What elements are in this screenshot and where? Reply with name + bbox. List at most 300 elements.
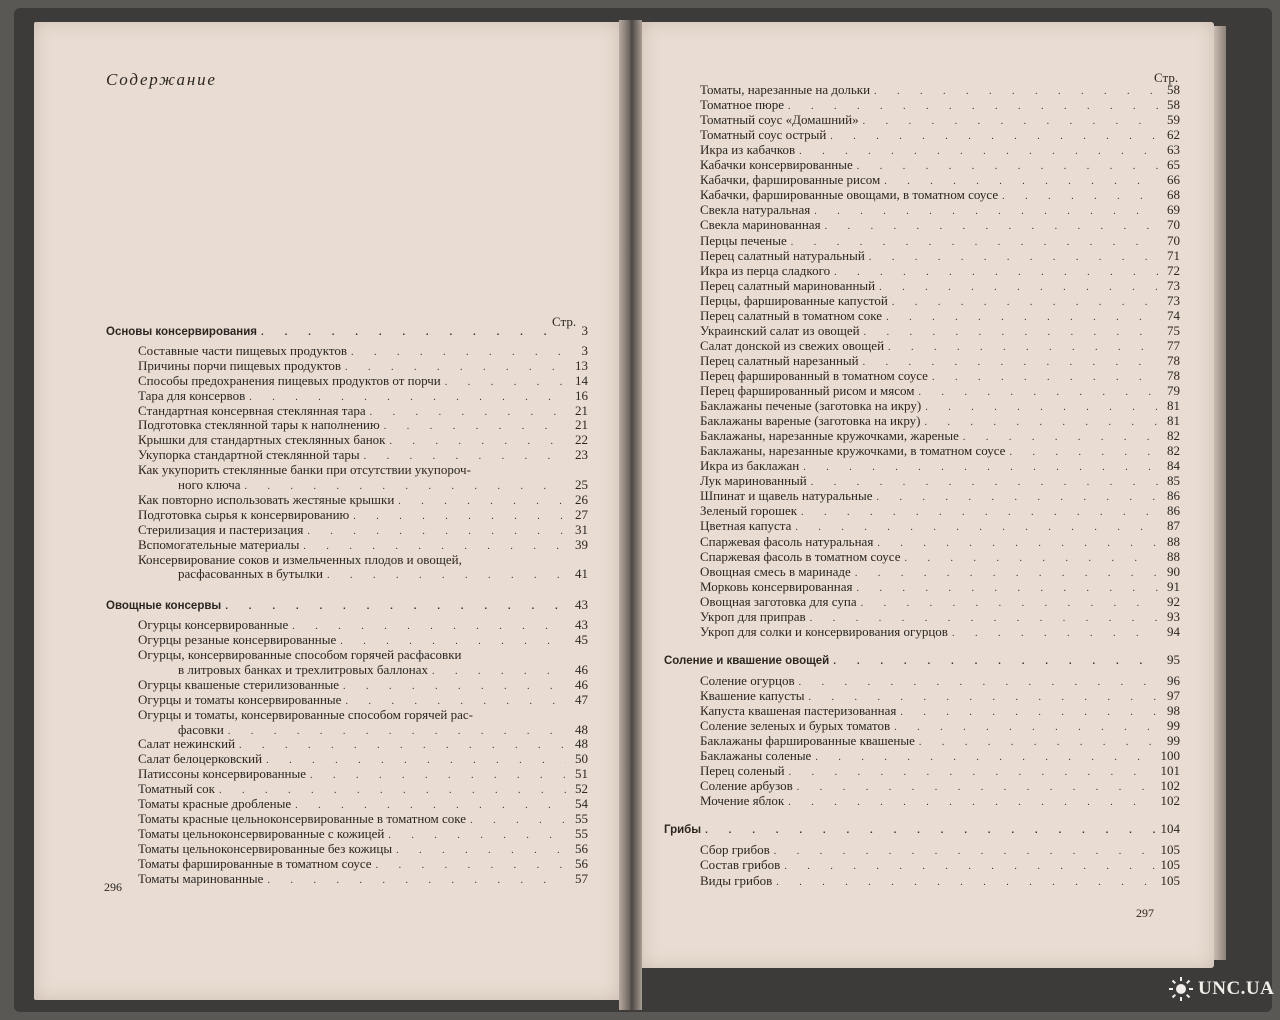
dot-leader [705,824,1156,838]
toc-entry [700,459,1180,474]
toc-entry-title: Огурцы резаные консервированные [138,632,337,648]
toc-page-number: 105 [1160,872,1180,888]
toc-entry-title: Спаржевая фасоль натуральная [700,533,874,549]
toc-entry [700,749,1180,764]
toc-entry [138,797,588,812]
dot-leader [825,220,1158,234]
toc-entry [700,354,1180,369]
toc-entry [700,843,1180,858]
toc-entry [700,874,1180,889]
dot-leader [879,281,1158,295]
dot-leader [925,416,1159,430]
toc-page-number: 50 [575,751,588,767]
toc-entry-title: Консервирование соков и измельченных плодов и овощей, [138,551,462,567]
toc-page-number: 95 [1167,651,1180,667]
toc-entry-title: Томатный соус острый [700,127,827,143]
toc-entry [138,404,588,419]
toc-page-number: 56 [575,855,588,871]
toc-page-number: 81 [1167,398,1180,414]
toc-entry [178,567,588,582]
toc-page-number: 3 [581,342,588,358]
toc-entry-title: Томаты цельноконсервированные с кожицей [138,825,385,841]
dot-leader [864,326,1158,340]
toc-page-number: 22 [575,432,588,448]
dot-leader [855,567,1158,581]
dot-leader [390,435,566,449]
dot-leader [239,739,566,753]
toc-entry-title: Мочение яблок [700,793,785,809]
toc-page-number: 74 [1167,307,1180,323]
dot-leader [869,251,1158,265]
toc-entry-title: Стерилизация и пастеризация [138,521,304,537]
dot-leader [353,510,566,524]
toc-entry-title: Икра из баклажан [700,458,800,474]
toc-page-number: 41 [575,566,588,582]
toc-page-number: 43 [575,597,588,613]
dot-leader [388,829,566,843]
toc-page-number: 63 [1167,142,1180,158]
dot-leader [904,552,1158,566]
toc-entry-title: Соление арбузов [700,778,793,794]
toc-entry-title: Баклажаны, нарезанные кружочками, жареные [700,428,959,444]
toc-entry [700,444,1180,459]
toc-entry-title: Зеленый горошек [700,503,798,519]
toc-entry [138,508,588,523]
toc-entry-title: Спаржевая фасоль в томатном соусе [700,548,901,564]
toc-page-number: 97 [1167,687,1180,703]
toc-entry [138,359,588,374]
toc-page-number: 96 [1167,672,1180,688]
toc-page-number: 14 [575,372,588,388]
toc-entry-title: Томатный сок [138,781,215,797]
toc-page-number: 70 [1167,232,1180,248]
toc-page-number: 100 [1160,748,1180,764]
toc-section [106,598,588,613]
toc-entry [700,414,1180,429]
dot-leader [398,495,566,509]
toc-page-number: 79 [1167,383,1180,398]
dot-leader [799,676,1158,690]
dot-leader [925,401,1158,415]
toc-entry-title: Подготовка стеклянной тары к наполнению [138,417,380,433]
toc-page-number: 77 [1167,337,1180,353]
toc-page-number: 46 [575,676,588,692]
toc-entry-title: Как повторно использовать жестяные крышки [138,491,395,507]
toc-entry-title: Перцы печеные [700,232,787,248]
toc-page-number: 13 [575,357,588,373]
watermark [1168,966,1275,1012]
toc-entry-title: Кабачки консервированные [700,157,853,173]
dot-leader [801,506,1158,520]
toc-page-number: 16 [575,387,588,403]
toc-entry [700,519,1180,534]
toc-entry-title: Огурцы, консервированные способом горячей расфасовки [138,647,462,662]
toc-page-number: 88 [1167,533,1180,549]
toc-entry [138,418,588,433]
toc-entry-title: Подготовка сырья к консервированию [138,506,350,522]
toc-page-number: 48 [575,736,588,752]
toc-page-number: 56 [575,840,588,856]
toc-entry-title: Свекла натуральная [700,202,811,218]
toc-entry [700,625,1180,640]
toc-entry-title: Перец фаршированный в томатном соусе [700,367,928,383]
toc-entry [700,429,1180,444]
dot-leader [445,376,566,390]
toc-page-number: 86 [1167,503,1180,519]
right-page-number: 297 [1136,906,1154,920]
toc-page-number: 72 [1167,262,1180,278]
toc-entry-title: Лук маринованный [700,473,807,489]
toc-entry-title: Сбор грибов [700,842,770,858]
toc-page-number: 69 [1167,202,1180,218]
toc-entry [138,538,588,553]
dot-leader [384,420,566,434]
toc-entry-title: Морковь консервированная [700,578,853,594]
dot-leader [815,751,1156,765]
dot-leader [396,844,566,858]
toc-page-number: 75 [1167,322,1180,338]
toc-page-number: 78 [1167,367,1180,383]
dot-leader [830,130,1158,144]
toc-entry [700,173,1180,188]
toc-entry-title: Виды грибов [700,872,773,888]
toc-entry-title: Салат нежинский [138,736,236,752]
dot-leader [376,859,566,873]
dot-leader [892,296,1158,310]
toc-entry-title: Огурцы и томаты, консервированные способом горячей рас- [138,706,473,722]
toc-entry [700,535,1180,550]
toc-entry-title: Баклажаны печеные (заготовка на икру) [700,398,922,414]
dot-leader [343,680,566,694]
toc-entry-title: Томатный соус «Домашний» [700,112,859,128]
toc-page-number: 26 [575,491,588,507]
toc-entry-title: Томаты красные цельноконсервированные в томатном соке [138,810,467,826]
toc-entry [700,324,1180,339]
toc-entry [138,523,588,538]
toc-page-number: 25 [575,477,588,492]
dot-leader [814,205,1158,219]
toc-entry [138,633,588,648]
dot-leader [919,736,1158,750]
toc-entry [700,565,1180,580]
toc-entry-title: Как укупорить стеклянные банки при отсутствии укупороч- [138,462,471,478]
toc-page-number: 88 [1167,548,1180,564]
dot-leader [1002,190,1158,204]
toc-entry-title: Перец салатный маринованный [700,277,876,293]
toc-entry [138,374,588,389]
toc-page-number: 46 [575,661,588,677]
toc-page-number: 81 [1167,413,1180,429]
toc-page-number: 57 [575,870,588,886]
dot-leader [877,537,1158,551]
toc-page-number: 92 [1167,593,1180,609]
toc-page-number: 90 [1167,563,1180,579]
dot-leader [310,769,566,783]
toc-entry [700,580,1180,595]
toc-entry-title: Перец салатный в томатном соке [700,307,883,323]
dot-leader [261,326,566,340]
toc-page-number: 82 [1167,428,1180,444]
toc-page-number: 23 [575,447,588,463]
toc-page-number: 99 [1167,733,1180,749]
toc-page-number: 93 [1167,608,1180,624]
toc-section-title: Овощные консервы [106,600,222,613]
toc-page-number: 70 [1167,217,1180,233]
dot-leader [888,341,1158,355]
dot-leader [370,406,566,420]
toc-entry-title: Томаты, нарезанные на дольки [700,82,871,97]
toc-entry [138,448,588,463]
toc-entry-title: Кабачки, фаршированные овощами, в томатном соусе [700,187,999,203]
dot-leader [307,525,566,539]
toc-entry [700,399,1180,414]
toc-entry [138,782,588,797]
toc-entry [700,83,1180,98]
toc-section [106,324,588,339]
sun-logo-icon [1168,976,1194,1002]
toc-entry-title: Овощная заготовка для супа [700,593,857,609]
toc-entry-continuation: ного ключа [178,477,241,492]
toc-entry [700,143,1180,158]
toc-page-number: 58 [1167,82,1180,97]
toc-entry [138,872,588,887]
toc-page-number: 58 [1167,97,1180,113]
toc-entry-title: Крышки для стандартных стеклянных банок [138,432,386,448]
toc-entry [700,203,1180,218]
toc-entry [700,474,1180,489]
toc-entry-title: Огурцы квашеные стерилизованные [138,676,340,692]
toc-entry [700,489,1180,504]
toc-page-number: 85 [1167,473,1180,489]
toc-entry [700,764,1180,779]
toc-entry [138,493,588,508]
toc-page-number: 84 [1167,458,1180,474]
toc-entry [178,723,588,738]
dot-leader [932,371,1158,385]
toc-entry [700,279,1180,294]
toc-entry-title: Баклажаны вареные (заготовка на икру) [700,413,921,429]
toc-page-number: 99 [1167,718,1180,734]
toc-page-number: 3 [581,323,588,338]
toc-page-number: 98 [1167,703,1180,718]
toc-entry-title: Патиссоны консервированные [138,766,307,782]
toc-entry-title: Баклажаны, нарезанные кружочками, в томатном соусе [700,443,1006,459]
toc-entry [178,663,588,678]
dot-leader [228,725,566,739]
dot-leader [351,346,566,360]
toc-entry [138,433,588,448]
toc-entry-title: Составные части пищевых продуктов [138,342,347,358]
toc-entry [700,234,1180,249]
toc-page-number: 47 [575,691,588,707]
toc-entry [700,674,1180,689]
dot-leader [327,569,566,583]
dot-leader [857,160,1158,174]
toc-entry [138,344,588,359]
left-page-column-label: Стр. [552,314,577,329]
book-gutter [619,20,642,1010]
toc-entry [138,618,588,633]
toc-page-number: 73 [1167,277,1180,293]
toc-entry [700,113,1180,128]
toc-entry [700,704,1180,719]
toc-entry [138,767,588,782]
toc-entry [138,693,588,708]
dot-leader [900,706,1158,720]
toc-entry-title: Соление огурцов [700,672,795,688]
toc-entry [700,188,1180,203]
toc-page-number: 105 [1160,842,1180,858]
toc-page-number: 55 [575,825,588,841]
toc-entry-title: Вспомогательные материалы [138,536,300,552]
toc-entry [700,128,1180,143]
toc-entry-title: Салат белоцерковский [138,751,263,767]
toc-page-number: 65 [1167,157,1180,173]
toc-page-number: 71 [1167,247,1180,263]
dot-leader [470,814,566,828]
toc-page-number: 102 [1160,793,1180,809]
toc-page-number: 55 [575,810,588,826]
toc-section-title: Соление и квашение овощей [664,654,830,667]
toc-entry-title: Стандартная консервная стеклянная тара [138,402,366,418]
toc-entry-title: Квашение капусты [700,687,805,703]
dot-leader [861,597,1158,611]
toc-page-number: 45 [575,632,588,648]
toc-entry-continuation: фасовки [178,721,224,737]
toc-entry [700,384,1180,399]
dot-leader [776,876,1156,890]
toc-entry [700,98,1180,113]
toc-entry [700,779,1180,794]
toc-page-number: 78 [1167,352,1180,368]
toc-page-number: 21 [575,402,588,418]
toc-entry-title: Баклажаны фаршированные квашеные [700,733,915,749]
toc-page-number: 62 [1167,127,1180,143]
toc-entry-title: Икра из перца сладкого [700,262,831,278]
toc-entry [138,678,588,693]
dot-leader [803,461,1158,475]
dot-leader [874,85,1158,99]
toc-page-number: 43 [575,617,588,633]
toc-entry-title: Перец фаршированный рисом и мясом [700,383,915,398]
toc-page-number: 101 [1160,763,1180,779]
toc-entry-title: Цветная капуста [700,518,792,534]
toc-entry-title: Огурцы консервированные [138,617,289,633]
toc-entry-title: Баклажаны соленые [700,748,812,764]
toc-page-number: 51 [575,766,588,782]
toc-page-number: 86 [1167,488,1180,504]
dot-leader [919,386,1158,400]
toc-entry-title: Шпинат и щавель натуральные [700,488,873,504]
toc-entry-title: Украинский салат из овощей [700,322,860,338]
dot-leader [789,766,1157,780]
toc-entry-title: Томаты фаршированные в томатном соусе [138,855,372,871]
toc-entry-title: Тара для консервов [138,387,246,403]
toc-page-number: 68 [1167,187,1180,203]
toc-entry-title: Овощная смесь в маринаде [700,563,851,579]
toc-page-number: 27 [575,506,588,522]
contents-heading: Содержание [106,70,217,89]
dot-leader [432,665,566,679]
toc-entry [700,794,1180,809]
dot-leader [834,266,1158,280]
toc-section-title: Основы консервирования [106,326,258,338]
toc-entry [700,309,1180,324]
page-edges [1214,26,1226,960]
toc-entry [138,737,588,752]
toc-section [664,822,1180,837]
toc-entry [138,857,588,872]
toc-entry-title: Кабачки, фаршированные рисом [700,172,881,188]
toc-entry-title: Огурцы и томаты консервированные [138,691,342,707]
dot-leader [267,874,566,888]
dot-leader [774,845,1157,859]
dot-leader [886,311,1158,325]
toc-entry [700,734,1180,749]
dot-leader [784,860,1156,874]
dot-leader [797,781,1157,795]
toc-entry-title: Состав грибов [700,857,781,873]
toc-page-number: 104 [1160,821,1180,837]
toc-entry-title: Перец салатный натуральный [700,247,865,263]
toc-entry-title: Перец соленый [700,763,785,779]
toc-page-number: 59 [1167,112,1180,128]
dot-leader [863,115,1158,129]
toc-page-number: 54 [575,796,588,811]
toc-section [664,653,1180,668]
toc-entry-title: Перцы, фаршированные капустой [700,292,888,308]
dot-leader [857,582,1158,596]
toc-page-number: 66 [1167,172,1180,188]
toc-page-number: 21 [575,417,588,433]
toc-entry-title: Томаты цельноконсервированные без кожицы [138,840,393,856]
right-page-column-label: Стр. [1154,70,1179,85]
dot-leader [952,627,1158,641]
left-page-number: 296 [104,880,122,894]
toc-entry [700,264,1180,279]
toc-entry [700,610,1180,625]
toc-page-number: 94 [1167,623,1180,639]
toc-entry-title: Капуста квашеная пастеризованная [700,703,897,718]
toc-entry [700,294,1180,309]
toc-entry [700,249,1180,264]
toc-entry-title: Укроп для приправ [700,608,806,624]
toc-page-number: 31 [575,521,588,537]
toc-entry [700,689,1180,704]
toc-entry [700,218,1180,233]
toc-entry [178,478,588,493]
toc-entry-title: Укроп для солки и консервирования огурцов [700,623,948,639]
toc-entry-title: Способы предохранения пищевых продуктов от порчи [138,372,441,388]
toc-entry [700,858,1180,873]
toc-page-number: 48 [575,721,588,737]
toc-entry [700,504,1180,519]
dot-leader [894,721,1158,735]
toc-entry [138,812,588,827]
dot-leader [225,600,566,614]
toc-entry [700,158,1180,173]
toc-page-number: 52 [575,781,588,797]
toc-section-title: Грибы [664,824,702,837]
dot-leader [266,754,566,768]
toc-page-number: 105 [1160,857,1180,873]
toc-entry-title: Причины порчи пищевых продуктов [138,357,341,373]
toc-page-number: 73 [1167,292,1180,308]
toc-entry [138,389,588,404]
toc-page-number: 82 [1167,443,1180,459]
toc-entry-title: Соление зеленых и бурых томатов [700,718,891,734]
dot-leader [877,491,1159,505]
